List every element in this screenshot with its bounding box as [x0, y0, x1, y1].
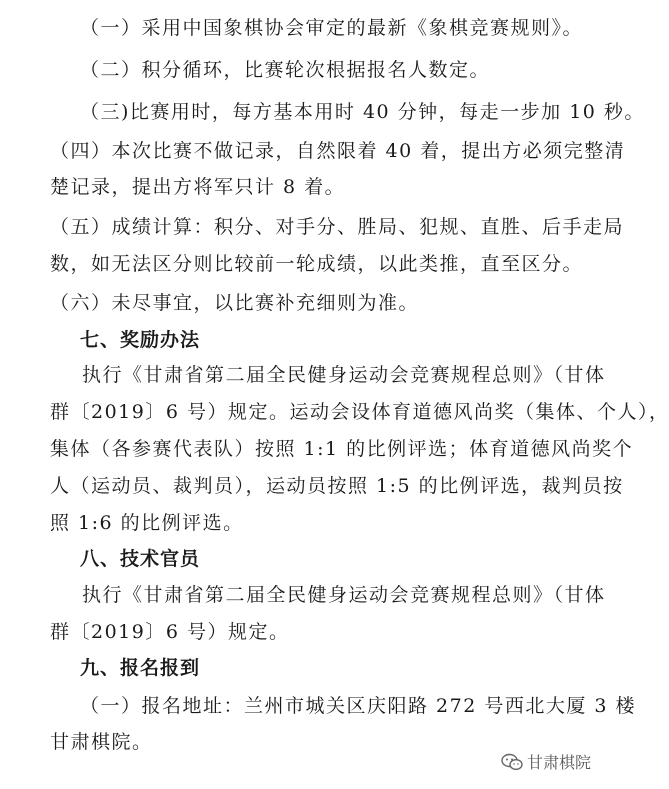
section-7-para-line-4: 人（运动员、裁判员），运动员按照 1:5 的比例评选，裁判员按: [50, 475, 624, 497]
section-7-para-line-5: 照 1:6 的比例评选。: [50, 512, 244, 534]
section-7-para-line-3: 集体（各参赛代表队）按照 1:1 的比例评选；体育道德风尚奖个: [50, 438, 634, 460]
rule-item-4-line-2: 楚记录，提出方将军只计 8 着。: [50, 176, 346, 198]
section-7-heading: 七、奖励办法: [80, 329, 201, 351]
section-9-item-1-line-1: （一）报名地址：兰州市城关区庆阳路 272 号西北大厦 3 楼: [80, 695, 637, 717]
rule-item-4-line-1: （四）本次比赛不做记录，自然限着 40 着，提出方必须完整清: [50, 140, 626, 162]
section-8-heading: 八、技术官员: [80, 548, 201, 570]
section-9-heading: 九、报名报到: [80, 657, 201, 679]
section-7-para-line-1: 执行《甘肃省第二届全民健身运动会竞赛规程总则》（甘体: [82, 364, 606, 386]
rule-item-5-line-1: （五）成绩计算：积分、对手分、胜局、犯规、直胜、后手走局: [50, 216, 625, 238]
rule-item-3: （三)比赛用时，每方基本用时 40 分钟，每走一步加 10 秒。: [80, 101, 645, 123]
watermark-text: 甘肃棋院: [526, 753, 591, 772]
section-8-para-line-2: 群〔2019〕6 号）规定。: [50, 621, 290, 643]
rule-item-6: （六）未尽事宜，以比赛补充细则为准。: [50, 292, 420, 314]
section-7-para-line-2: 群〔2019〕6 号）规定。运动会设体育道德风尚奖（集体、个人），: [50, 401, 669, 423]
section-9-item-1-line-2: 甘肃棋院。: [50, 731, 153, 753]
rule-item-5-line-2: 数，如无法区分则比较前一轮成绩，以此类推，直至区分。: [50, 253, 584, 275]
wechat-icon: [501, 753, 523, 771]
watermark: [501, 750, 591, 773]
rule-item-2: （二）积分循环，比赛轮次根据报名人数定。: [80, 59, 491, 81]
section-8-para-line-1: 执行《甘肃省第二届全民健身运动会竞赛规程总则》（甘体: [82, 584, 606, 606]
rule-item-1: （一）采用中国象棋协会审定的最新《象棋竞赛规则》。: [80, 17, 584, 39]
